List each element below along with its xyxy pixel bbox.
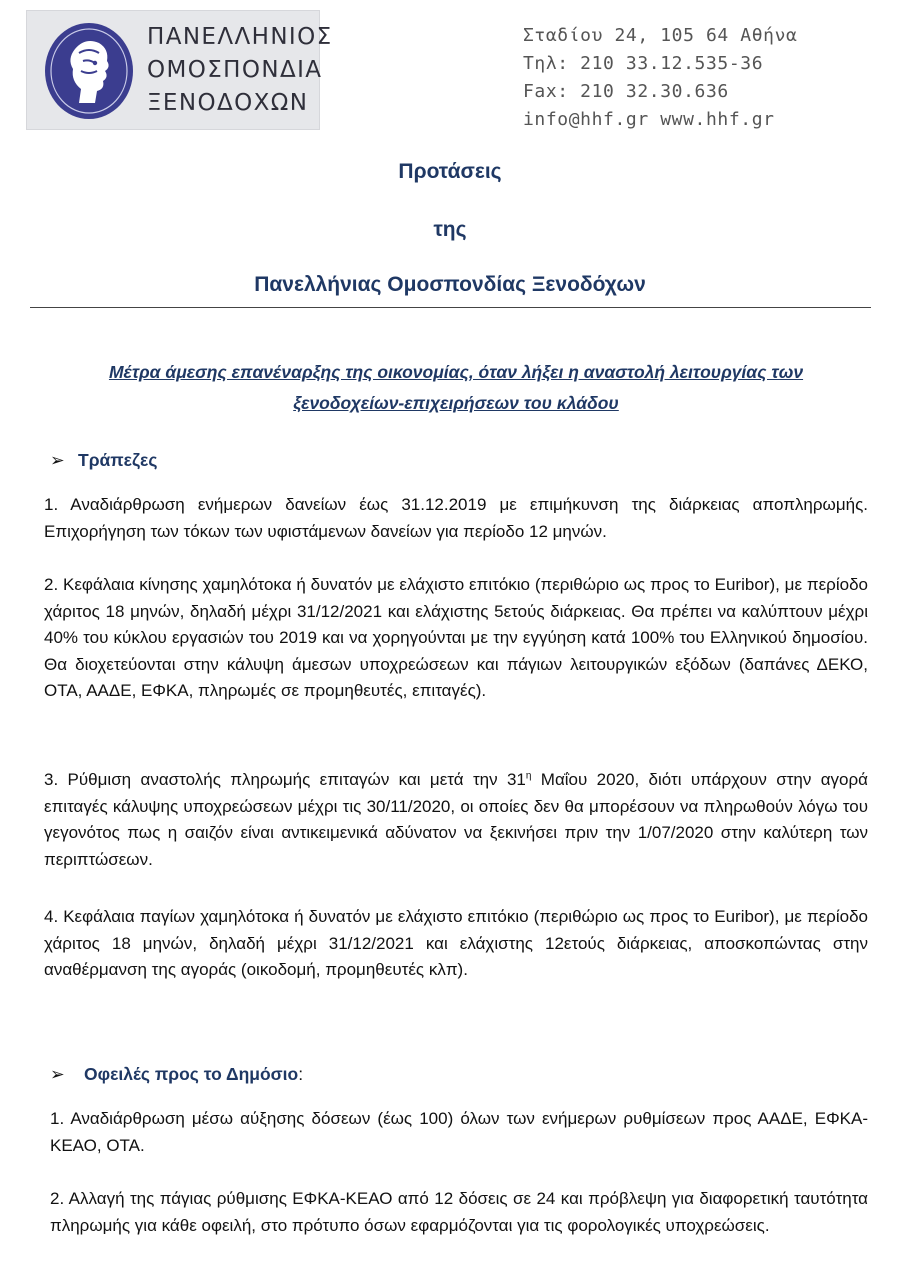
section-heading-public-debts bbox=[50, 1064, 303, 1085]
contact-block bbox=[523, 22, 803, 134]
federation-name bbox=[147, 21, 333, 120]
banks-item-3-text: 3. Ρύθμιση αναστολής πληρωμής επιταγών και μετά την 31 bbox=[44, 770, 526, 789]
phone: Τηλ: 210 33.12.535-36 bbox=[523, 53, 764, 74]
logo-line-3: ΞΕΝΟΔΟΧΩΝ bbox=[147, 90, 309, 116]
banks-item-3 bbox=[44, 767, 868, 873]
ordinal-superscript: η bbox=[525, 770, 532, 782]
public-debts-item-2: 2. Αλλαγή της πάγιας ρύθμισης ΕΦΚΑ-ΚΕΑΟ από 12 δόσεις σε 24 και πρόβλεψη για διαφορετική ταυτότητα πληρωμής για κάθε οφειλή, στο πρότυπο όσων εφαρμόζονται για τις φορολογικές υποχρεώσεις. bbox=[50, 1189, 868, 1235]
title-divider bbox=[30, 307, 871, 308]
public-debts-item-1: 1. Αναδιάρθρωση μέσω αύξησης δόσεων (έως 100) όλων των ενήμερων ρυθμίσεων προς ΑΑΔΕ, ΕΦΚΑ-ΚΕΑΟ, ΟΤΑ. bbox=[50, 1109, 868, 1155]
section-title: Τράπεζες bbox=[78, 450, 158, 470]
logo-line-2: ΟΜΟΣΠΟΝΔΙΑ bbox=[147, 57, 323, 83]
head-emblem-icon bbox=[39, 19, 139, 123]
section-title: Οφειλές προς το Δημόσιο bbox=[84, 1064, 299, 1084]
arrow-bullet-icon: ➢ bbox=[50, 1064, 65, 1084]
address: Σταδίου 24, 105 64 Αθήνα bbox=[523, 25, 798, 46]
arrow-bullet-icon: ➢ bbox=[50, 450, 65, 470]
title-line-1: Προτάσεις bbox=[398, 160, 502, 183]
email-website: info@hhf.gr www.hhf.gr bbox=[523, 109, 775, 130]
federation-logo bbox=[26, 10, 333, 130]
subtitle: Μέτρα άμεσης επανέναρξης της οικονομίας, όταν λήξει η αναστολή λειτουργίας των ξενοδοχείων-επιχειρήσεων του κλάδου bbox=[108, 362, 804, 413]
title-line-2: της bbox=[433, 218, 467, 241]
title-line-3: Πανελλήνιας Ομοσπονδίας Ξενοδόχων bbox=[254, 273, 646, 296]
banks-item-4: 4. Κεφάλαια παγίων χαμηλότοκα ή δυνατόν με ελάχιστο επιτόκιο (περιθώριο ως προς το Euribor), με περίοδο χάριτος 18 μηνών, δηλαδή μέχρι 31/12/2021 και ελάχιστης 12ετούς διάρκειας, αποσκοπώντας στην αναθέρμανση της αγοράς (οικοδομή, προμηθευτές κλπ). bbox=[44, 907, 868, 980]
heading-colon: : bbox=[298, 1064, 304, 1084]
logo-line-1: ΠΑΝΕΛΛΗΝΙΟΣ bbox=[147, 24, 333, 50]
banks-item-2: 2. Κεφάλαια κίνησης χαμηλότοκα ή δυνατόν με ελάχιστο επιτόκιο (περιθώριο ως προς το Euribor), με περίοδο χάριτος 18 μηνών, δηλαδή μέχρι 31/12/2021 και ελάχιστης 5ετούς διάρκειας. Θα πρέπει να καλύπτουν μέχρι 40% του κύκλου εργασιών του 2019 και να χορηγούνται με την εγγύηση κατά 100% του Ελληνικού δημοσίου. Θα διοχετεύονται στην κάλυψη άμεσων υποχρεώσεων και πάγιων λειτουργικών εξόδων (δαπάνες ΔΕΚΟ, ΟΤΑ, ΑΑΔΕ, ΕΦΚΑ, πληρωμές σε προμηθευτές, επιταγές). bbox=[44, 575, 868, 701]
banks-item-1: 1. Αναδιάρθρωση ενήμερων δανείων έως 31.12.2019 με επιμήκυνση της διάρκειας αποπληρωμής. Επιχορήγηση των τόκων των υφιστάμενων δανείων για περίοδο 12 μηνών. bbox=[44, 495, 868, 541]
banks-item-3-text-cont: Μαΐου 2020, διότι υπάρχουν στην αγορά επιταγές κάλυψης υποχρεώσεων μέχρι τις 30/11/2020, οι οποίες δεν θα μπορέσουν να πληρωθούν λόγω του γεγονότος πως η σαιζόν είναι αντικειμενικά αδύνατον να ξεκινήσει πριν την 1/07/2020 στην καλύτερη των περιπτώσεων. bbox=[44, 770, 868, 869]
fax: Fax: 210 32.30.636 bbox=[523, 81, 729, 102]
section-heading-banks bbox=[50, 450, 157, 471]
